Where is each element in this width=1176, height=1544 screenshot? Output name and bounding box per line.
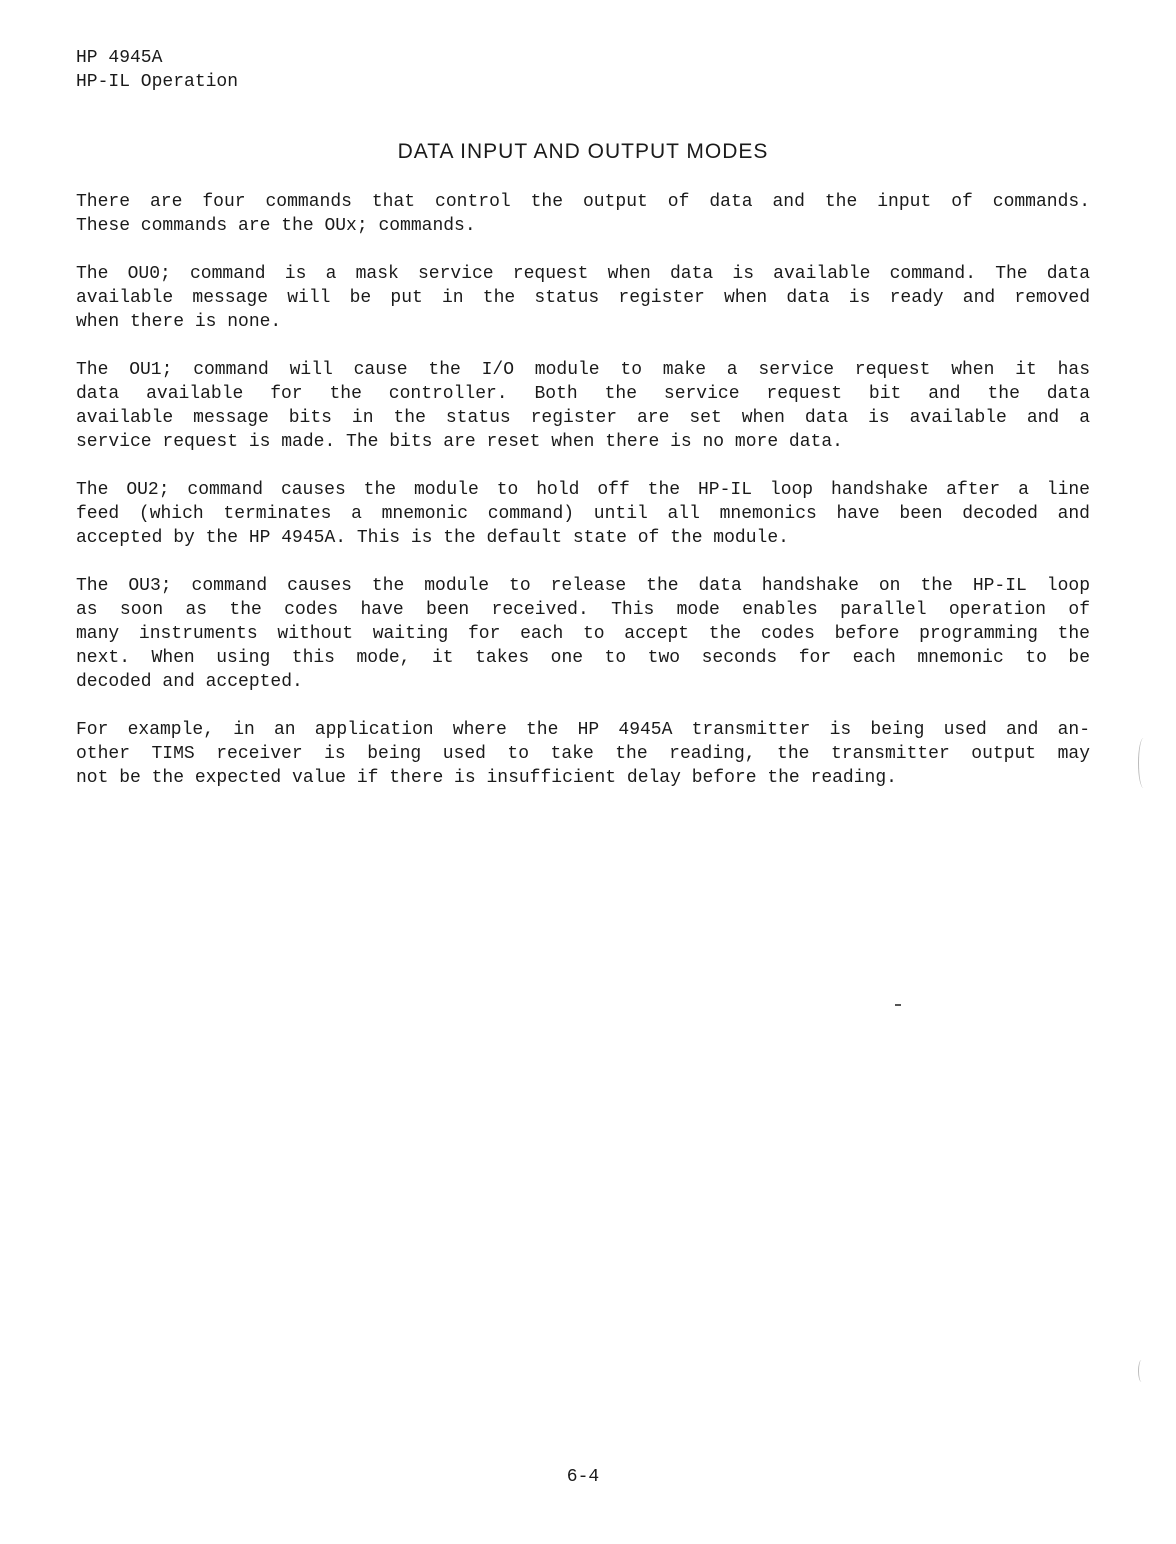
text-line: decoded and accepted. (76, 672, 303, 692)
header-section: HP-IL Operation (76, 72, 239, 92)
text-line: The OU0; command is a mask service request when data is available command. The data (76, 264, 1090, 284)
text-line: There are four commands that control the output of data and the input of commands. (76, 192, 1090, 212)
text-line: other TIMS receiver is being used to take the reading, the transmitter output may (76, 744, 1090, 764)
section-title: DATA INPUT AND OUTPUT MODES (397, 140, 769, 163)
text-line: accepted by the HP 4945A. This is the default state of the module. (76, 528, 789, 548)
text-line: not be the expected value if there is insufficient delay before the reading. (76, 768, 897, 788)
paragraph (76, 478, 1090, 550)
text-line: next. When using this mode, it takes one to two seconds for each mnemonic to be (76, 648, 1090, 668)
text-line: For example, in an application where the HP 4945A transmitter is being used and an- (76, 720, 1090, 740)
paragraph (76, 574, 1090, 694)
paragraph (76, 718, 1090, 790)
text-line: The OU1; command will cause the I/O module to make a service request when it has (76, 360, 1090, 380)
text-line: service request is made. The bits are reset when there is no more data. (76, 432, 843, 452)
paragraph (76, 190, 1090, 238)
header-model: HP 4945A (76, 48, 163, 68)
text-line: when there is none. (76, 312, 282, 332)
text-line: The OU2; command causes the module to hold off the HP-IL loop handshake after a line (76, 480, 1090, 500)
text-line: data available for the controller. Both the service request bit and the data (76, 384, 1090, 404)
body-text (76, 190, 1090, 814)
text-line: The OU3; command causes the module to release the data handshake on the HP-IL loop (76, 576, 1090, 596)
page-header (76, 46, 238, 94)
paragraph (76, 358, 1090, 454)
text-line: available message bits in the status register are set when data is available and a (76, 408, 1090, 428)
scan-mark (1138, 1360, 1145, 1382)
text-line: These commands are the OUx; commands. (76, 216, 476, 236)
scan-speck (895, 1004, 901, 1006)
text-line: feed (which terminates a mnemonic command) until all mnemonics have been decoded and (76, 504, 1090, 524)
paragraph (76, 262, 1090, 334)
scan-mark (1138, 738, 1149, 788)
text-line: available message will be put in the status register when data is ready and removed (76, 288, 1090, 308)
text-line: as soon as the codes have been received. This mode enables parallel operation of (76, 600, 1090, 620)
page-number: 6-4 (566, 1467, 600, 1487)
text-line: many instruments without waiting for each to accept the codes before programming the (76, 624, 1090, 644)
